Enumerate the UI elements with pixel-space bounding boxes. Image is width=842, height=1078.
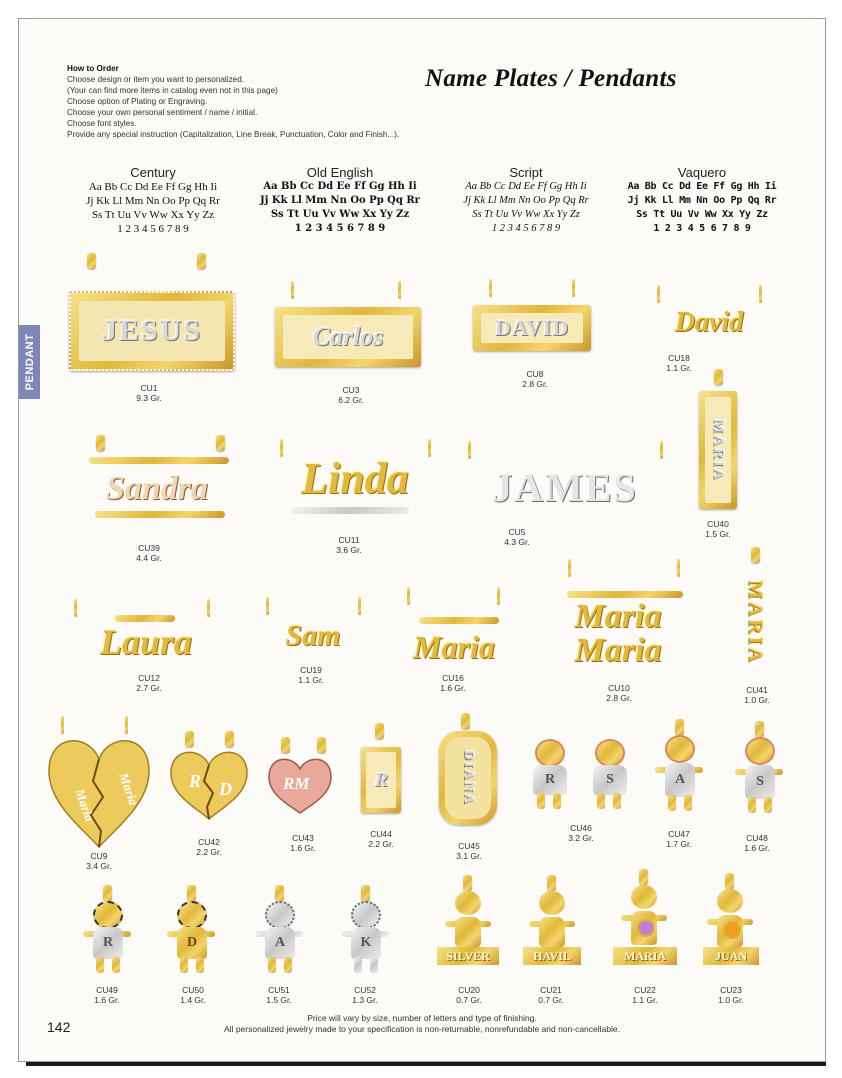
font-sample-century xyxy=(68,165,238,236)
kid-leg xyxy=(180,957,188,973)
wire-name: David xyxy=(674,307,744,338)
product-weight: 1.5 Gr. xyxy=(266,995,292,1005)
font-sample-old-english xyxy=(255,165,425,236)
product-code: CU43 xyxy=(292,833,314,843)
wire-name: JAMES xyxy=(492,464,638,510)
chain-loop xyxy=(660,441,663,459)
name-bar: HAVIL xyxy=(523,947,581,965)
product-code: CU3 xyxy=(342,385,360,395)
product-code: CU40 xyxy=(707,519,729,529)
chain-loop xyxy=(358,597,361,615)
dogtag-name: DIANA xyxy=(445,737,491,819)
product-weight: 1.5 Gr. xyxy=(705,529,731,539)
product-weight: 2.7 Gr. xyxy=(136,683,162,693)
kid-head xyxy=(745,737,775,765)
kid-leg xyxy=(684,795,692,811)
product-weight: 1.0 Gr. xyxy=(744,695,770,705)
kid-initial: S xyxy=(606,772,614,787)
product-code: CU22 xyxy=(634,985,656,995)
product-code: CU45 xyxy=(458,841,480,851)
nameplate-text: MARIA xyxy=(705,397,731,503)
footer-note: Price will vary by size, number of letters and type of finishing. xyxy=(307,1013,537,1023)
kid-head xyxy=(539,891,565,915)
font-sample-line: Aa Bb Cc Dd Ee Ff Gg Hh Ii xyxy=(627,181,777,192)
bail xyxy=(463,875,472,891)
chain-loop xyxy=(572,279,575,297)
product-weight: 1.6 Gr. xyxy=(290,843,316,853)
font-name: Script xyxy=(509,165,543,180)
product-code: CU39 xyxy=(138,543,160,553)
vertical-nameplate xyxy=(699,391,737,509)
nameplate-text: Carlos xyxy=(283,315,413,359)
split-heart-pendant xyxy=(169,747,249,821)
kid-initial: R xyxy=(102,935,114,950)
product-code: CU21 xyxy=(540,985,562,995)
how-to-order-heading: How to Order xyxy=(67,64,119,73)
birthstone-gem xyxy=(637,919,655,937)
how-to-order-line: Choose option of Plating or Engraving. xyxy=(67,97,208,106)
rectangle-pendant xyxy=(361,747,401,813)
wire-name: Sam xyxy=(285,619,341,652)
how-to-order-line: Choose design or item you want to personalized. xyxy=(67,75,245,84)
product-code: CU23 xyxy=(720,985,742,995)
wire-name: Linda xyxy=(301,453,409,503)
vertical-name: MARIA xyxy=(744,579,767,665)
product-code: CU49 xyxy=(96,985,118,995)
font-sample-line: 1 2 3 4 5 6 7 8 9 xyxy=(491,223,561,234)
product-code: CU44 xyxy=(370,829,392,839)
bail xyxy=(375,723,384,739)
font-sample-line: Jj Kk Ll Mm Nn Oo Pp Qq Rr xyxy=(627,195,777,206)
wire-name-top: Maria xyxy=(574,598,662,635)
product-weight: 1.1 Gr. xyxy=(632,995,658,1005)
bail xyxy=(281,737,290,753)
page-title: Name Plates / Pendants xyxy=(425,65,677,92)
product-code: CU47 xyxy=(668,829,690,839)
nameplate-text: DAVID xyxy=(481,313,583,343)
kid-leg xyxy=(354,957,362,973)
font-sample-line: 1 2 3 4 5 6 7 8 9 xyxy=(117,223,189,235)
product-weight: 4.4 Gr. xyxy=(136,553,162,563)
product-code: CU10 xyxy=(608,683,630,693)
product-weight: 2.8 Gr. xyxy=(522,379,548,389)
kid-leg xyxy=(284,957,292,973)
font-sample-line: Ss Tt Uu Vv Ww Xx Yy Zz xyxy=(472,209,580,220)
name-bar: MARIA xyxy=(613,947,677,965)
product-weight: 0.7 Gr. xyxy=(456,995,482,1005)
chain-loop xyxy=(468,441,471,459)
kid-initial: K xyxy=(360,935,372,950)
how-to-order-line: Choose your own personal sentiment / name / initial. xyxy=(67,108,258,117)
bail xyxy=(675,719,684,735)
font-sample-line: Ss Tt Uu Vv Ww Xx Yy Zz xyxy=(636,209,768,220)
chain-loop xyxy=(657,285,660,303)
font-sample-line: 1 2 3 4 5 6 7 8 9 xyxy=(653,223,751,234)
product-weight: 9.3 Gr. xyxy=(136,393,162,403)
kid-initial: A xyxy=(274,935,286,950)
nameplate xyxy=(473,305,591,351)
kid-leg xyxy=(196,957,204,973)
product-code: CU18 xyxy=(668,353,690,363)
chain-loop xyxy=(207,599,210,617)
product-code: CU50 xyxy=(182,985,204,995)
product-weight: 1.1 Gr. xyxy=(666,363,692,373)
kid-leg xyxy=(764,797,772,813)
kid-initial: D xyxy=(186,935,198,950)
page-number: 142 xyxy=(47,1019,71,1035)
how-to-order-line: (Your can find more items in catalog even not in this page) xyxy=(67,86,278,95)
scroll-ribbon xyxy=(95,511,225,518)
product-code: CU41 xyxy=(746,685,768,695)
product-code: CU48 xyxy=(746,833,768,843)
font-sample-line: Aa Bb Cc Dd Ee Ff Gg Hh Ii xyxy=(465,181,587,192)
kid-head xyxy=(631,885,657,909)
bail xyxy=(103,885,112,901)
kid-leg xyxy=(268,957,276,973)
font-name: Vaquero xyxy=(677,165,727,180)
kid-head xyxy=(717,889,743,913)
heart-left-initial: R xyxy=(189,771,202,791)
doves-ornament xyxy=(419,617,499,624)
font-sample-line: Ss Tt Uu Vv Ww Xx Yy Zz xyxy=(91,209,215,221)
product-weight: 6.2 Gr. xyxy=(338,395,364,405)
chain-loop xyxy=(398,281,401,299)
bail xyxy=(361,885,370,901)
kid-head xyxy=(177,901,207,929)
product-code: CU52 xyxy=(354,985,376,995)
chain-loop xyxy=(759,285,762,303)
section-tab-label: PENDANT xyxy=(23,333,36,391)
chain-loop xyxy=(497,587,500,605)
bail xyxy=(225,731,234,747)
bail xyxy=(96,435,105,451)
kid-leg xyxy=(553,793,561,809)
bail xyxy=(751,547,760,563)
heart-initials: RM xyxy=(283,774,310,793)
product-code: CU20 xyxy=(458,985,480,995)
bail xyxy=(87,253,96,269)
bail xyxy=(755,721,764,737)
heart-left-name: Maria xyxy=(72,786,98,824)
font-sample-line: Jj Kk Ll Mm Nn Oo Pp Qq Rr xyxy=(260,195,420,206)
product-weight: 3.6 Gr. xyxy=(336,545,362,555)
product-weight: 2.8 Gr. xyxy=(606,693,632,703)
font-name: Century xyxy=(130,165,176,180)
heart-right-initial: D xyxy=(219,779,232,799)
product-weight: 1.3 Gr. xyxy=(352,995,378,1005)
product-weight: 3.1 Gr. xyxy=(456,851,482,861)
kid-leg xyxy=(748,797,756,813)
product-weight: 1.7 Gr. xyxy=(666,839,692,849)
product-weight: 3.2 Gr. xyxy=(568,833,594,843)
font-sample-line: 1 2 3 4 5 6 7 8 9 xyxy=(294,223,386,234)
split-heart-pendant xyxy=(45,731,153,849)
kid-head xyxy=(265,901,295,929)
kid-head xyxy=(351,901,381,929)
heart-right-name: Maria xyxy=(116,770,142,808)
font-sample-line: Aa Bb Cc Dd Ee Ff Gg Hh Ii xyxy=(88,181,218,193)
wire-name: Maria xyxy=(413,628,495,665)
product-weight: 1.1 Gr. xyxy=(298,675,324,685)
product-weight: 2.2 Gr. xyxy=(368,839,394,849)
kid-body xyxy=(539,917,565,947)
bail xyxy=(275,885,284,901)
kid-initial: A xyxy=(674,772,686,787)
product-code: CU8 xyxy=(526,369,544,379)
kid-head xyxy=(535,739,565,767)
nameplate xyxy=(69,291,235,371)
nameplate xyxy=(275,307,421,367)
product-code: CU11 xyxy=(338,535,360,545)
kid-leg xyxy=(613,793,621,809)
bail xyxy=(216,435,225,451)
kid-head xyxy=(93,901,123,929)
dogtag-pendant xyxy=(439,731,497,825)
how-to-order xyxy=(67,63,399,140)
product-weight: 0.7 Gr. xyxy=(538,995,564,1005)
birthstone-gem xyxy=(723,921,741,939)
how-to-order-line: Provide any special instruction (Capitalization, Line Break, Punctuation, Color and Finish...). xyxy=(67,130,400,139)
catalog-page xyxy=(18,18,826,1062)
section-tab[interactable] xyxy=(19,325,40,399)
scroll-ribbon xyxy=(291,507,409,514)
kid-initial: R xyxy=(544,772,556,787)
product-weight: 1.6 Gr. xyxy=(94,995,120,1005)
kid-leg xyxy=(96,957,104,973)
pendant-initial: R xyxy=(366,752,396,808)
bail xyxy=(714,369,723,385)
wire-name: Laura xyxy=(99,622,193,662)
doves-ornament xyxy=(567,591,683,598)
product-code: CU5 xyxy=(508,527,526,537)
chain-loop xyxy=(568,559,571,577)
product-code: CU9 xyxy=(90,851,108,861)
product-code: CU1 xyxy=(140,383,158,393)
kid-leg xyxy=(537,793,545,809)
font-name: Old English xyxy=(306,165,374,180)
bail xyxy=(547,875,556,891)
bail xyxy=(725,873,734,889)
product-weight: 3.4 Gr. xyxy=(86,861,112,871)
kid-head xyxy=(455,891,481,915)
product-weight: 1.6 Gr. xyxy=(440,683,466,693)
bail xyxy=(461,713,470,729)
scroll-ribbon xyxy=(89,457,229,464)
font-sample-line: Jj Kk Ll Mm Nn Oo Pp Qq Rr xyxy=(86,195,220,207)
product-weight: 1.4 Gr. xyxy=(180,995,206,1005)
kid-head xyxy=(665,735,695,763)
bail xyxy=(639,869,648,885)
footer-disclaimer: All personalized jewelry made to your specification is non-returnable, nonrefundable and non-cancellable. xyxy=(224,1024,620,1034)
product-code: CU19 xyxy=(300,665,322,675)
how-to-order-line: Choose font styles. xyxy=(67,119,137,128)
font-sample-script xyxy=(441,165,611,236)
kid-leg xyxy=(668,795,676,811)
nameplate-text: JESUS xyxy=(79,301,225,361)
product-weight: 2.2 Gr. xyxy=(196,847,222,857)
product-weight: 1.0 Gr. xyxy=(718,995,744,1005)
kid-body xyxy=(455,917,481,947)
kid-head xyxy=(595,739,625,767)
font-sample-vaquero xyxy=(617,165,787,236)
bail xyxy=(197,253,206,269)
bail xyxy=(317,737,326,753)
chain-loop xyxy=(266,597,269,615)
font-sample-line: Jj Kk Ll Mm Nn Oo Pp Qq Rr xyxy=(463,195,589,206)
wire-name-bottom: Maria xyxy=(574,632,662,669)
name-bar: SILVER xyxy=(437,947,499,965)
wire-name: Sandra xyxy=(105,470,209,507)
bail xyxy=(187,885,196,901)
product-code: CU46 xyxy=(570,823,592,833)
chain-loop xyxy=(407,587,410,605)
font-sample-line: Aa Bb Cc Dd Ee Ff Gg Hh Ii xyxy=(263,181,417,192)
product-code: CU51 xyxy=(268,985,290,995)
font-sample-line: Ss Tt Uu Vv Ww Xx Yy Zz xyxy=(270,209,410,220)
bail xyxy=(185,731,194,747)
product-weight: 4.3 Gr. xyxy=(504,537,530,547)
product-code: CU16 xyxy=(442,673,464,683)
product-code: CU42 xyxy=(198,837,220,847)
chain-loop xyxy=(677,559,680,577)
kid-leg xyxy=(112,957,120,973)
kid-leg xyxy=(597,793,605,809)
product-code: CU12 xyxy=(138,673,160,683)
heart-pendant xyxy=(267,755,333,815)
kid-leg xyxy=(370,957,378,973)
chain-loop xyxy=(291,281,294,299)
product-weight: 1.6 Gr. xyxy=(744,843,770,853)
chain-loop xyxy=(74,599,77,617)
kid-initial: S xyxy=(756,774,764,789)
name-bar: JUAN xyxy=(703,947,759,965)
chain-loop xyxy=(489,279,492,297)
